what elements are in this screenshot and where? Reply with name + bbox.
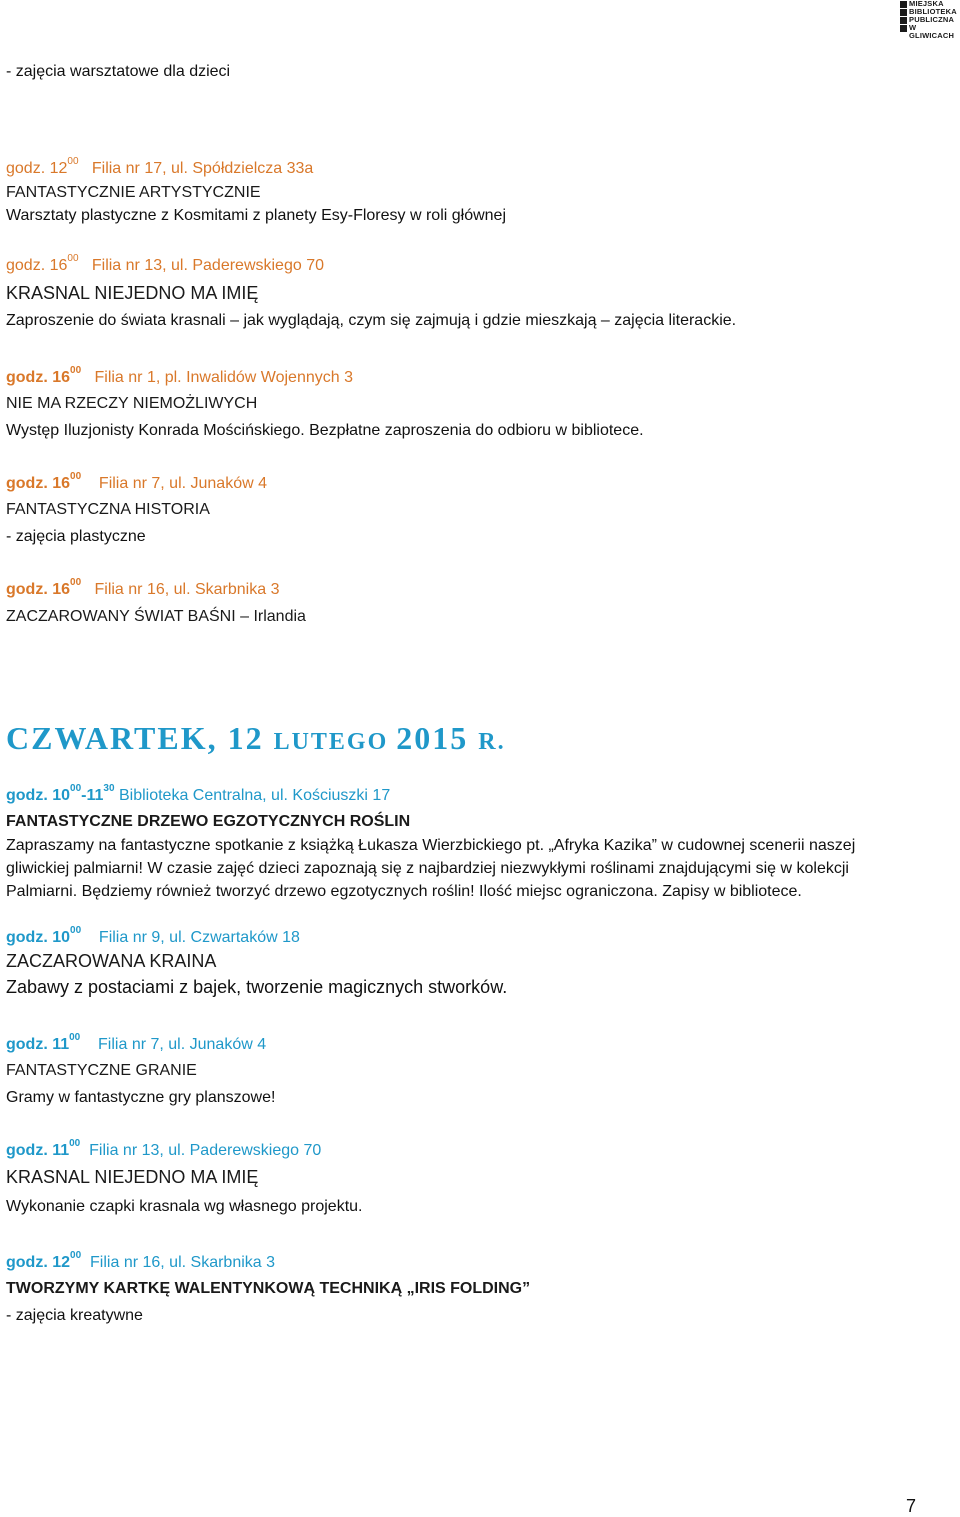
event-time-line: godz. $16^{00}$ Filia nr 16, ul. Skarbnika 3: [6, 577, 280, 598]
event-title: KRASNAL NIEJEDNO MA IMIĘ: [6, 283, 259, 303]
event-title: ZACZAROWANA KRAINA: [6, 951, 217, 971]
event-title: FANTASTYCZNE GRANIE: [6, 1062, 197, 1079]
event-time-line: godz. $10^{00}$ Filia nr 9, ul. Czwartaków 18: [6, 925, 300, 946]
event-desc: Wykonanie czapki krasnala wg własnego projektu.: [6, 1198, 363, 1215]
event-desc: - zajęcia plastyczne: [6, 528, 146, 545]
event-time-line: godz. $16^{00}$ Filia nr 1, pl. Inwalidów Wojennych 3: [6, 365, 353, 386]
event-title: NIE MA RZECZY NIEMOŻLIWYCH: [6, 395, 258, 412]
day-heading: CZWARTEK, 12 LUTEGO 2015 R.: [6, 720, 506, 756]
event-desc: Występ Iluzjonisty Konrada Mościńskiego. Bezpłatne zaproszenia do odbioru w bibliotece.: [6, 422, 644, 439]
logo-square-icon: [900, 1, 907, 8]
event-time-line: godz. $16^{00}$ Filia nr 7, ul. Junaków 4: [6, 471, 267, 492]
event-desc: Gramy w fantastyczne gry planszowe!: [6, 1089, 276, 1106]
top-line: - zajęcia warsztatowe dla dzieci: [6, 63, 231, 80]
logo-square-icon: [900, 25, 907, 32]
event-title: KRASNAL NIEJEDNO MA IMIĘ: [6, 1167, 259, 1187]
event-title: FANTASTYCZNE DRZEWO EGZOTYCZNYCH ROŚLIN: [6, 813, 411, 830]
page-number: 7: [906, 1496, 917, 1516]
event-desc: Zabawy z postaciami z bajek, tworzenie magicznych stworków.: [6, 977, 508, 997]
logo-line: W GLIWICACH: [909, 23, 955, 40]
event-time-line: godz. $12^{00}$ Filia nr 16, ul. Skarbnika 3: [6, 1250, 276, 1271]
event-time-line: godz. $11^{00}$ Filia nr 7, ul. Junaków 4: [6, 1032, 267, 1053]
library-logo: [900, 0, 960, 40]
event-desc: Warsztaty plastyczne z Kosmitami z planety Esy-Floresy w roli głównej: [6, 207, 506, 224]
logo-line: BIBLIOTEKA: [909, 7, 957, 16]
event-desc: Zapraszamy na fantastyczne spotkanie z książką Łukasza Wierzbickiego pt. „Afryka Kazika” w cudownej scenerii naszej gliwickiej palmiarni! W czasie zajęć dzieci zapoznają się z najbardziej niezwykłymi roślinami znajdującymi się w kolekcji Palmiarni. Będziemy również tworzyć drzewo egzotycznych roślin! Ilość miejsc ograniczona. Zapisy w bibliotece.: [6, 837, 856, 900]
event-desc: Zaproszenie do świata krasnali – jak wyglądają, czym się zajmują i gdzie mieszkają – zajęcia literackie.: [6, 312, 737, 329]
event-time-line: godz. $10^{00}-11^{30}$ Biblioteka Centralna, ul. Kościuszki 17: [6, 783, 391, 804]
logo-square-icon: [900, 9, 907, 16]
event-time-line: godz. $11^{00}$ Filia nr 13, ul. Paderewskiego 70: [6, 1138, 322, 1159]
event-time-line: godz. $16^{00}$ Filia nr 13, ul. Paderewskiego 70: [6, 253, 324, 274]
event-title: TWORZYMY KARTKĘ WALENTYNKOWĄ TECHNIKĄ „IRIS FOLDING”: [6, 1280, 531, 1297]
event-time-line: godz. $12^{00}$ Filia nr 17, ul. Spółdzielcza 33a: [6, 156, 314, 177]
logo-line: PUBLICZNA: [909, 15, 955, 24]
event-title: ZACZAROWANY ŚWIAT BAŚNI – Irlandia: [6, 608, 306, 625]
event-desc: - zajęcia kreatywne: [6, 1307, 143, 1324]
logo-square-icon: [900, 17, 907, 24]
event-title: FANTASTYCZNIE ARTYSTYCZNIE: [6, 184, 261, 201]
logo-line: MIEJSKA: [909, 0, 944, 8]
event-title: FANTASTYCZNA HISTORIA: [6, 501, 210, 518]
